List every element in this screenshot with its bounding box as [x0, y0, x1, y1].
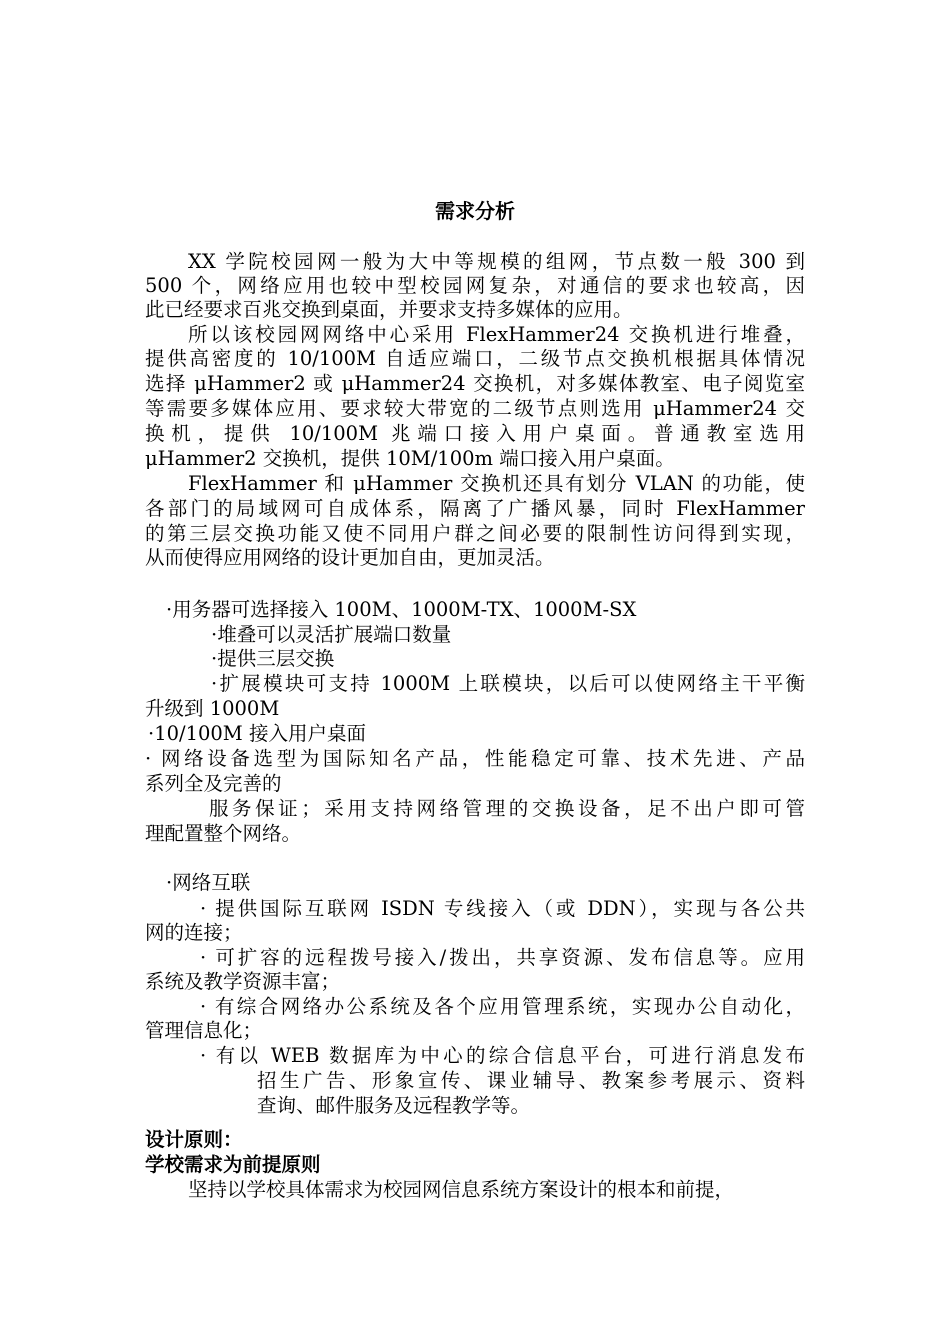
heading-design-principles: 设计原则：	[145, 1128, 243, 1151]
bullet-item: ·堆叠可以灵活扩展端口数量	[211, 623, 452, 646]
paragraph-line: 坚持以学校具体需求为校园网信息系统方案设计的根本和前提，	[188, 1178, 735, 1201]
subheading-principle: 学校需求为前提原则	[145, 1153, 321, 1176]
bullet-item-cont: 系统及教学资源丰富；	[145, 970, 341, 993]
bullet-item: · 网络设备选型为国际知名产品，性能稳定可靠、技术先进、产品	[145, 747, 805, 770]
bullet-item: · 可扩容的远程拨号接入/拨出，共享资源、发布信息等。应用	[200, 946, 805, 969]
bullet-item: ·扩展模块可支持 1000M 上联模块，以后可以使网络主干平衡	[211, 672, 805, 695]
paragraph-line: XX 学院校园网一般为大中等规模的组网，节点数一般 300 到	[188, 250, 805, 273]
bullet-item-cont: 查询、邮件服务及远程教学等。	[257, 1094, 531, 1117]
section-title: 需求分析	[435, 199, 515, 223]
paragraph-line: 提供高密度的 10/100M 自适应端口，二级节点交换机根据具体情况	[145, 347, 805, 370]
bullet-item: ·10/100M 接入用户桌面	[148, 722, 366, 745]
bullet-item-cont: 网的连接；	[145, 921, 243, 944]
paragraph-line: 所以该校园网网络中心采用 FlexHammer24 交换机进行堆叠，	[188, 323, 805, 346]
paragraph-line: 等需要多媒体应用、要求较大带宽的二级节点则选用 μHammer24 交	[145, 397, 805, 420]
paragraph-line: 500 个，网络应用也较中型校园网复杂，对通信的要求也较高，因	[145, 274, 805, 297]
bullet-item: · 有综合网络办公系统及各个应用管理系统，实现办公自动化，	[200, 995, 805, 1018]
paragraph-line: 各部门的局域网可自成体系，隔离了广播风暴，同时 FlexHammer	[145, 497, 805, 520]
bullet-item: · 有以 WEB 数据库为中心的综合信息平台，可进行消息发布	[200, 1044, 805, 1067]
bullet-item: · 提供国际互联网 ISDN 专线接入（或 DDN），实现与各公共	[200, 897, 805, 920]
bullet-item-cont: 管理信息化；	[145, 1019, 263, 1042]
bullet-item: ·网络互联	[166, 871, 251, 894]
paragraph-line: 从而使得应用网络的设计更加自由，更加灵活。	[145, 546, 555, 569]
paragraph-line: 的第三层交换功能又使不同用户群之间必要的限制性访问得到实现，	[145, 522, 805, 545]
paragraph-line: 此已经要求百兆交换到桌面，并要求支持多媒体的应用。	[145, 298, 633, 321]
bullet-item: ·用务器可选择接入 100M、1000M-TX、1000M-SX	[166, 598, 637, 621]
paragraph-line: 选择 μHammer2 或 μHammer24 交换机，对多媒体教室、电子阅览室	[145, 372, 805, 395]
paragraph-line: 理配置整个网络。	[145, 822, 302, 845]
paragraph-line: 换机，提供 10/100M 兆端口接入用户桌面。普通教室选用	[145, 422, 805, 445]
paragraph-line: 服务保证；采用支持网络管理的交换设备，足不出户即可管	[209, 797, 805, 820]
bullet-item-cont: 系列全及完善的	[145, 772, 282, 795]
bullet-item-cont: 升级到 1000M	[145, 697, 280, 720]
bullet-item-cont: 招生广告、形象宣传、课业辅导、教案参考展示、资料	[257, 1069, 805, 1092]
bullet-item: ·提供三层交换	[211, 647, 335, 670]
paragraph-line: FlexHammer 和 μHammer 交换机还具有划分 VLAN 的功能，使	[188, 472, 805, 495]
paragraph-line: μHammer2 交换机，提供 10M/100m 端口接入用户桌面。	[145, 447, 675, 470]
